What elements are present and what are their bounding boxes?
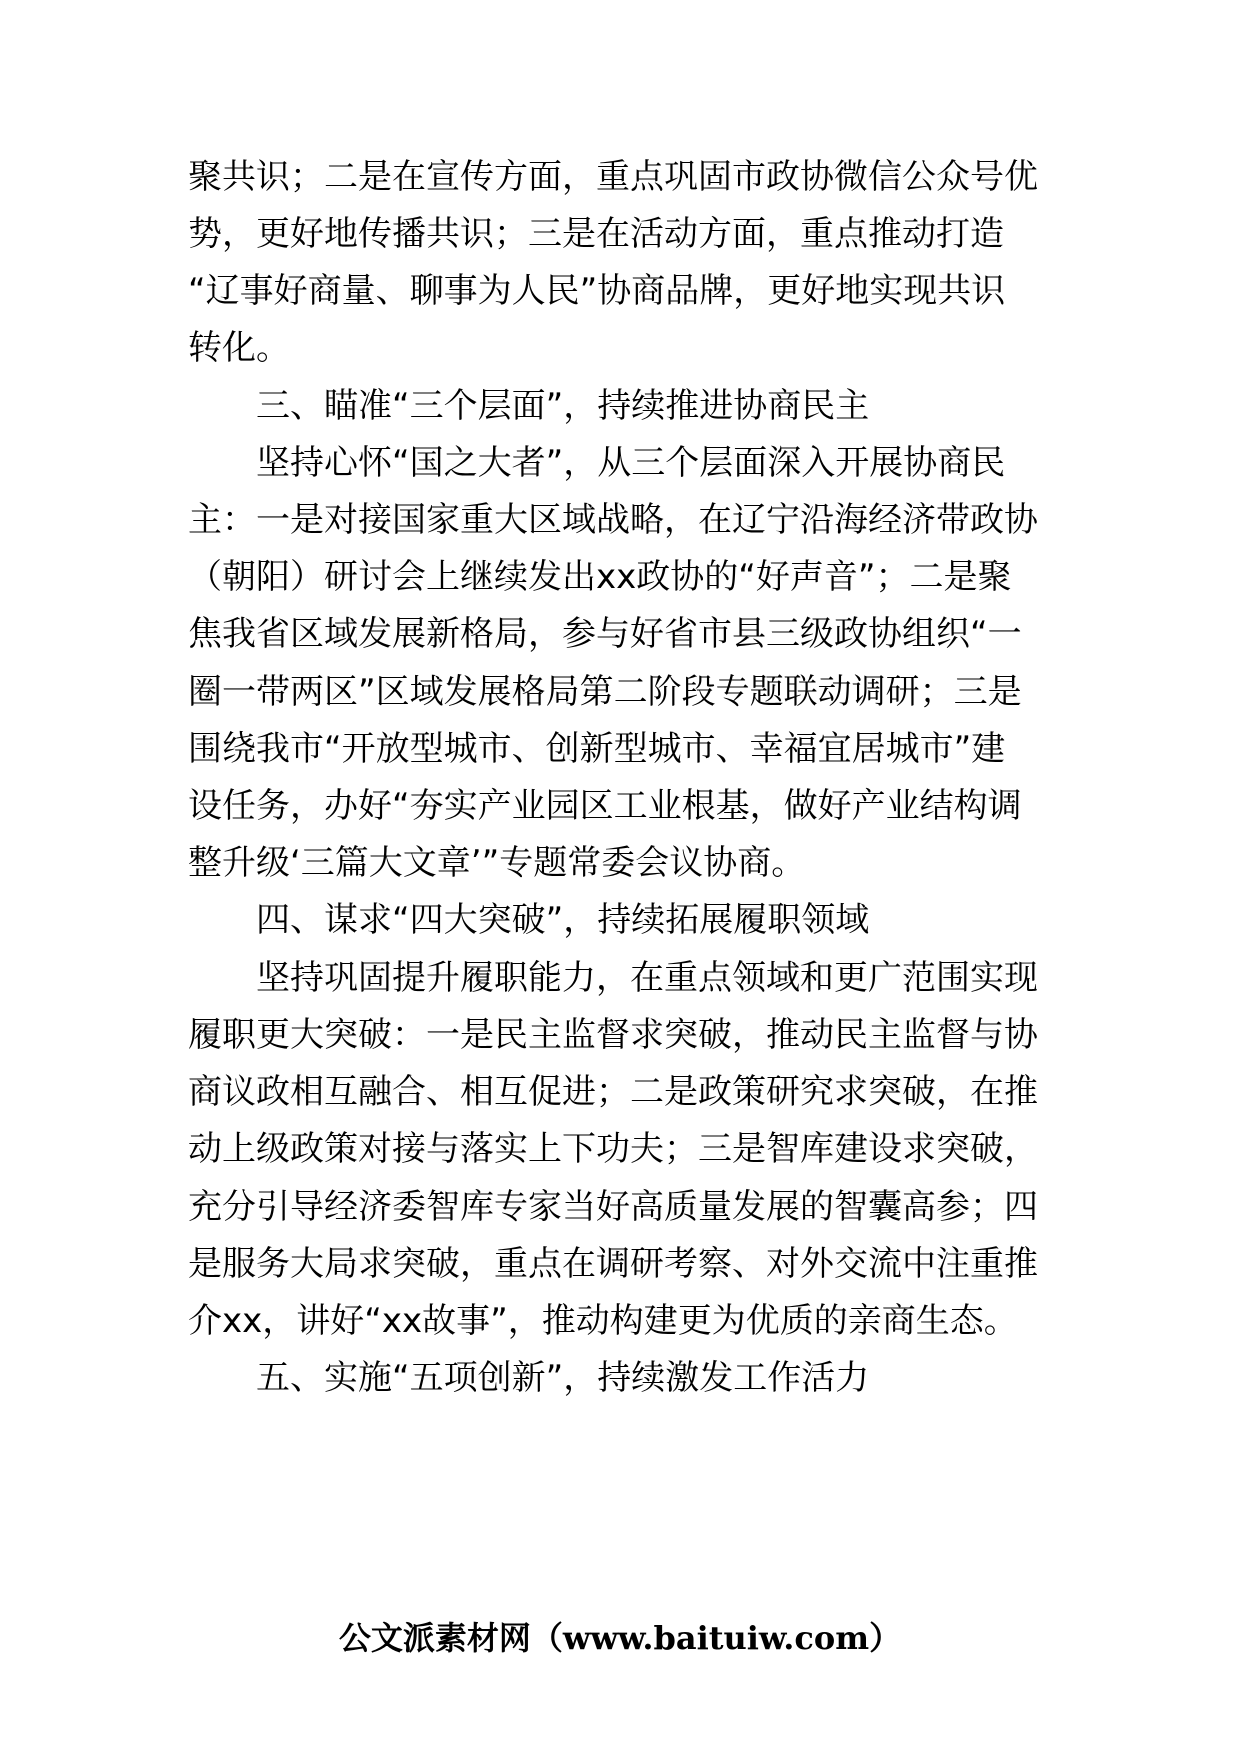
paragraph-first-line: 坚持巩固提升履职能力，在重点领域和更广范围实现 xyxy=(256,958,1038,998)
section-heading: 四、谋求“四大突破”，持续拓展履职领域 xyxy=(256,900,870,940)
text-line: 转化。 xyxy=(188,328,290,368)
text-line: （朝阳）研讨会上继续发出xx政协的“好声音”；二是聚 xyxy=(188,557,1012,597)
footer-watermark: 公文派素材网（www.baituiw.com） xyxy=(338,1619,902,1657)
section-heading: 五、实施“五项创新”，持续激发工作活力 xyxy=(256,1358,870,1398)
text-line: 势，更好地传播共识；三是在活动方面，重点推动打造 xyxy=(188,214,1004,254)
text-line: 圈一带两区”区域发展格局第二阶段专题联动调研；三是 xyxy=(188,672,1022,712)
text-line: 是服务大局求突破，重点在调研考察、对外交流中注重推 xyxy=(188,1244,1038,1284)
text-line: 整升级‘三篇大文章’”专题常委会议协商。 xyxy=(188,843,806,883)
text-line: 主：一是对接国家重大区域战略，在辽宁沿海经济带政协 xyxy=(188,500,1038,540)
text-line: 聚共识；二是在宣传方面，重点巩固市政协微信公众号优 xyxy=(188,157,1038,197)
text-line: 焦我省区域发展新格局，参与好省市县三级政协组织“一 xyxy=(188,614,1022,654)
text-line: 履职更大突破：一是民主监督求突破，推动民主监督与协 xyxy=(188,1015,1038,1055)
text-line: 商议政相互融合、相互促进；二是政策研究求突破，在推 xyxy=(188,1072,1038,1112)
text-line: 设任务，办好“夯实产业园区工业根基，做好产业结构调 xyxy=(188,786,1022,826)
text-line: 充分引导经济委智库专家当好高质量发展的智囊高参；四 xyxy=(188,1187,1038,1227)
text-line: 围绕我市“开放型城市、创新型城市、幸福宜居城市”建 xyxy=(188,729,1006,769)
text-line: 动上级政策对接与落实上下功夫；三是智库建设求突破， xyxy=(188,1129,1038,1169)
paragraph-first-line: 坚持心怀“国之大者”，从三个层面深入开展协商民 xyxy=(256,443,1006,483)
text-line: “辽事好商量、聊事为人民”协商品牌，更好地实现共识 xyxy=(188,271,1006,311)
text-line: 介xx，讲好“xx故事”，推动构建更为优质的亲商生态。 xyxy=(188,1301,1018,1341)
section-heading: 三、瞄准“三个层面”，持续推进协商民主 xyxy=(256,386,870,426)
